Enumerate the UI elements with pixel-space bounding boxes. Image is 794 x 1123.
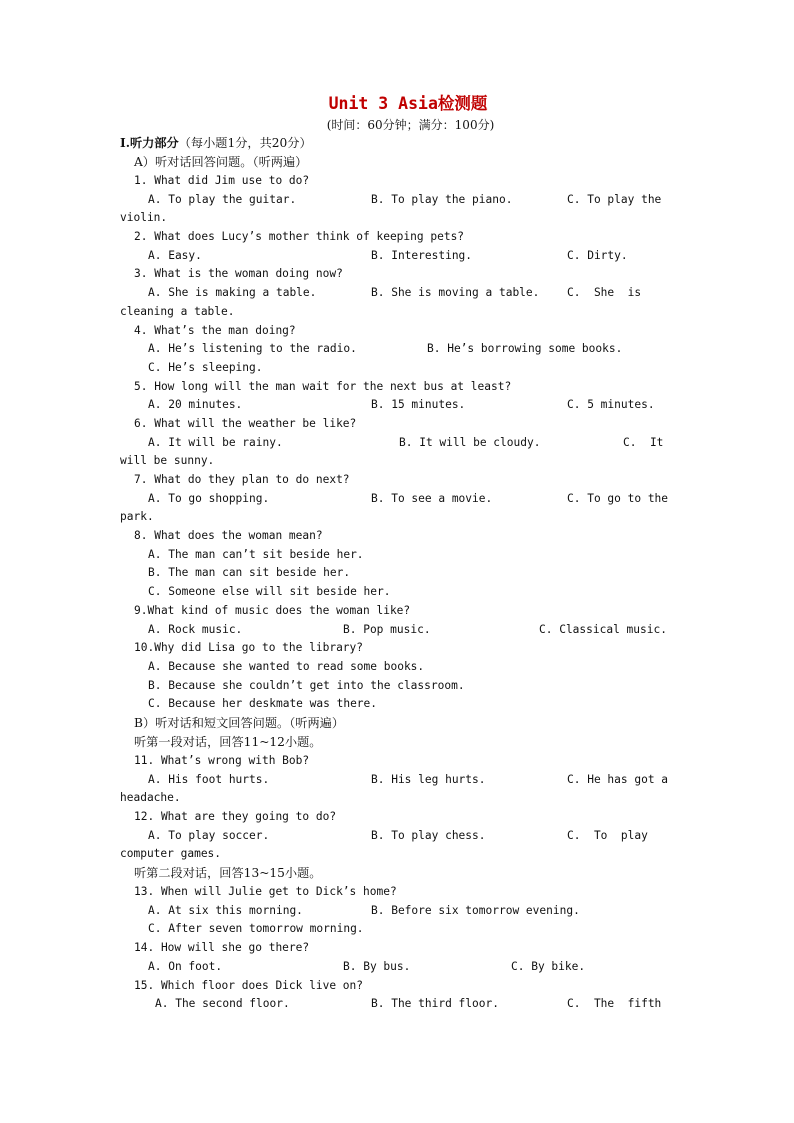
option-b: B. 15 minutes. <box>371 398 466 412</box>
question-15-options <box>120 995 676 1014</box>
question-4-options <box>120 340 676 359</box>
question-10-stem: 10.Why did Lisa go to the library? <box>134 641 364 655</box>
question-5-options <box>120 396 676 415</box>
option-c: C. After seven tomorrow morning. <box>148 922 364 936</box>
option-a: A. On foot. <box>148 959 223 973</box>
option-c: C. It <box>623 435 664 449</box>
option-c: C. To play the <box>567 192 662 206</box>
option-b: B. The third floor. <box>371 997 499 1011</box>
question-2-stem: 2. What does Lucy’s mother think of keeping pets? <box>134 230 465 244</box>
part-b-heading: B）听对话和短文回答问题。（听两遍） <box>134 715 345 730</box>
option-b: B. Interesting. <box>371 248 473 262</box>
option-a: A. Easy. <box>148 248 202 262</box>
question-15-stem: 15. Which floor does Dick live on? <box>134 978 364 992</box>
question-11-stem: 11. What’s wrong with Bob? <box>134 753 310 767</box>
question-14-options <box>120 958 676 977</box>
question-1-options <box>120 191 676 210</box>
option-c: C. Because her deskmate was there. <box>148 697 378 711</box>
option-c: C. She is <box>567 286 642 300</box>
option-a: A. Rock music. <box>148 622 243 636</box>
option-c-continued: headache. <box>120 791 181 805</box>
question-3-stem: 3. What is the woman doing now? <box>134 267 343 281</box>
option-c: C. 5 minutes. <box>567 398 655 412</box>
option-c-continued: park. <box>120 510 154 524</box>
question-7-options <box>120 490 676 509</box>
page-title: Unit 3 Asia检测题 <box>328 94 488 113</box>
group-1-instruction: 听第一段对话，回答11~12小题。 <box>134 734 322 749</box>
option-a: A. She is making a table. <box>148 286 317 300</box>
section-label: Ⅰ.听力部分 <box>120 136 179 150</box>
option-b: B. Pop music. <box>343 622 431 636</box>
option-c: C. Classical music. <box>539 622 667 636</box>
document-page <box>120 92 676 1014</box>
section-note: （每小题1分，共20分） <box>178 136 312 150</box>
option-c: C. He’s sleeping. <box>148 360 263 374</box>
part-a-heading: A）听对话回答问题。（听两遍） <box>134 155 308 169</box>
option-a: A. To play soccer. <box>148 828 270 842</box>
group-2-instruction: 听第二段对话，回答13~15小题。 <box>134 866 322 881</box>
option-b: B. Before six tomorrow evening. <box>371 903 580 917</box>
option-c: C. He has got a <box>567 772 669 786</box>
option-c-continued: will be sunny. <box>120 454 215 468</box>
option-a: A. His foot hurts. <box>148 772 270 786</box>
option-b: B. Because she couldn’t get into the classroom. <box>148 678 465 692</box>
page-subtitle: (时间：60分钟；满分：100分) <box>326 118 495 132</box>
option-a: A. The second floor. <box>155 997 290 1011</box>
question-13-options <box>120 902 676 921</box>
option-c: C. Dirty. <box>567 248 628 262</box>
question-9-options <box>120 621 676 640</box>
question-6-options <box>120 434 676 453</box>
option-c: C. By bike. <box>511 959 586 973</box>
option-a: A. At six this morning. <box>148 903 303 917</box>
question-12-options <box>120 827 676 846</box>
option-c-continued: violin. <box>120 211 168 225</box>
option-a: A. It will be rainy. <box>148 435 283 449</box>
question-6-stem: 6. What will the weather be like? <box>134 416 357 430</box>
option-b: B. To play the piano. <box>371 192 513 206</box>
question-7-stem: 7. What do they plan to do next? <box>134 473 350 486</box>
option-b: B. By bus. <box>343 959 411 973</box>
option-c-continued: cleaning a table. <box>120 304 235 318</box>
question-8-stem: 8. What does the woman mean? <box>134 529 323 543</box>
question-4-stem: 4. What’s the man doing? <box>134 323 296 337</box>
option-b: B. To see a movie. <box>371 491 493 505</box>
question-14-stem: 14. How will she go there? <box>134 941 310 955</box>
question-12-stem: 12. What are they going to do? <box>134 810 337 823</box>
option-a: A. To play the guitar. <box>148 192 297 206</box>
question-3-options <box>120 284 676 303</box>
question-2-options <box>120 247 676 266</box>
option-c: C. To go to the <box>567 491 669 505</box>
option-b: B. She is moving a table. <box>371 286 540 300</box>
option-c: C. The fifth <box>567 997 662 1011</box>
question-11-options <box>120 771 676 790</box>
option-a: A. The man can’t sit beside her. <box>148 547 364 561</box>
option-a: A. 20 minutes. <box>148 398 243 412</box>
option-a: A. To go shopping. <box>148 491 270 505</box>
option-b: B. The man can sit beside her. <box>148 566 351 580</box>
question-1-stem: 1. What did Jim use to do? <box>134 174 310 187</box>
question-13-stem: 13. When will Julie get to Dick’s home? <box>134 885 397 899</box>
option-b: B. His leg hurts. <box>371 772 486 786</box>
question-9-stem: 9.What kind of music does the woman like? <box>134 603 411 617</box>
option-a: A. He’s listening to the radio. <box>148 342 357 356</box>
option-a: A. Because she wanted to read some books. <box>148 659 425 673</box>
option-b: B. It will be cloudy. <box>399 435 541 449</box>
option-b: B. He’s borrowing some books. <box>427 342 623 356</box>
option-c: C. Someone else will sit beside her. <box>148 585 391 599</box>
option-c-continued: computer games. <box>120 847 222 861</box>
section-heading <box>120 134 676 153</box>
option-b: B. To play chess. <box>371 828 486 842</box>
question-5-stem: 5. How long will the man wait for the next bus at least? <box>134 379 512 393</box>
option-c: C. To play <box>567 828 648 842</box>
